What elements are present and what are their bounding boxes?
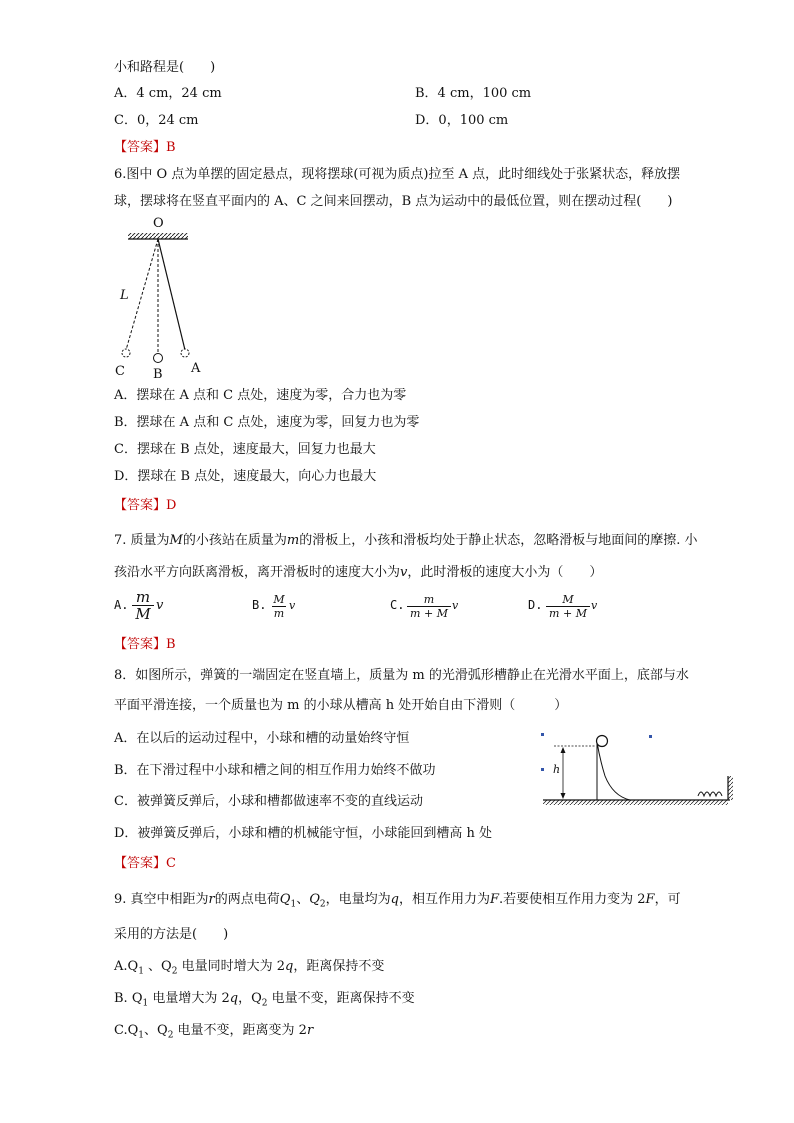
ground-hatch bbox=[543, 800, 728, 805]
ball bbox=[597, 736, 608, 747]
q5-stem-tail: 小和路程是( ) bbox=[114, 60, 216, 75]
fraction-d: M m + M bbox=[546, 594, 590, 619]
label-a: A bbox=[191, 361, 201, 376]
q8-option-c: C．被弹簧反弹后，小球和槽都做速率不变的直线运动 bbox=[114, 794, 423, 809]
marker-dot bbox=[541, 733, 544, 736]
q9-option-b: B. $Q_1$ 电量增大为 2q，$Q_2$ 电量不变，距离保持不变 bbox=[114, 991, 415, 1009]
groove bbox=[597, 742, 630, 800]
marker-dot bbox=[649, 735, 652, 738]
q7-stem-line1: 7. 质量为M的小孩站在质量为m的滑板上，小孩和滑板均处于静止状态，忽略滑板与地面间的摩擦. 小 bbox=[114, 533, 698, 548]
q7-stem-line2: 孩沿水平方向跃离滑板，离开滑板时的速度大小为v，此时滑板的速度大小为（ ） bbox=[114, 565, 603, 580]
bob-c bbox=[122, 349, 130, 357]
marker-dot bbox=[541, 768, 544, 771]
q5-answer: 【答案】B bbox=[114, 140, 176, 155]
q6-stem-line1: 6.图中 O 点为单摆的固定悬点，现将摆球(可视为质点)拉至 A 点，此时细线处于张紧状态，释放摆 bbox=[114, 167, 681, 182]
q8-answer: 【答案】C bbox=[114, 856, 176, 871]
fraction-a: m M bbox=[132, 590, 154, 621]
bob-b bbox=[154, 354, 163, 363]
q9-option-a: $A.Q_1$ 、$Q_2$ 电量同时增大为 2q，距离保持不变 bbox=[114, 959, 385, 977]
q8-option-b: B．在下滑过程中小球和槽之间的相互作用力始终不做功 bbox=[114, 763, 436, 778]
q9-stem-line1: 9. 真空中相距为r的两点电荷$Q_1$、$Q_2$，电量均为q，相互作用力为F.若要使相互作用力变为 2F，可 bbox=[114, 892, 681, 910]
fraction-b: M m bbox=[273, 593, 285, 620]
label-l: L bbox=[120, 288, 129, 303]
q5-option-d: D．0，100 cm bbox=[415, 113, 509, 128]
string-to-c bbox=[126, 239, 158, 350]
q8-stem-line2: 平面平滑连接，一个质量也为 m 的小球从槽高 h 处开始自由下滑则（ ） bbox=[114, 698, 568, 713]
q6-option-b: B．摆球在 A 点和 C 点处，速度为零，回复力也为零 bbox=[114, 415, 420, 430]
q5-option-a: A．4 cm，24 cm bbox=[114, 86, 222, 101]
q9-option-c: $C.Q_1$、$Q_2$ 电量不变，距离变为 2r bbox=[114, 1023, 314, 1041]
groove-spring-figure bbox=[535, 728, 740, 808]
q8-option-a: A．在以后的运动过程中，小球和槽的动量始终守恒 bbox=[114, 731, 410, 746]
q6-option-a: A．摆球在 A 点和 C 点处，速度为零，合力也为零 bbox=[114, 388, 407, 403]
q6-option-c: C．摆球在 B 点处，速度最大，回复力也最大 bbox=[114, 442, 376, 457]
q7-answer: 【答案】B bbox=[114, 637, 176, 652]
groove-spring-diagram bbox=[535, 728, 740, 808]
q5-option-c: C．0，24 cm bbox=[114, 113, 199, 128]
label-c: C bbox=[115, 364, 125, 379]
q8-option-d: D．被弹簧反弹后，小球和槽的机械能守恒，小球能回到槽高 h 处 bbox=[114, 826, 493, 841]
q6-stem-line2: 球，摆球将在竖直平面内的 A、C 之间来回摆动，B 点为运动中的最低位置，则在摆动过程( ) bbox=[114, 194, 673, 209]
ceiling-hatch bbox=[128, 233, 188, 239]
fraction-c: m m + M bbox=[407, 594, 451, 619]
q6-option-d: D．摆球在 B 点处，速度最大，向心力也最大 bbox=[114, 469, 377, 484]
q5-option-b: B．4 cm，100 cm bbox=[415, 86, 532, 101]
q8-stem-line1: 8．如图所示，弹簧的一端固定在竖直墙上，质量为 m 的光滑弧形槽静止在光滑水平面上，底部与水 bbox=[114, 668, 689, 683]
label-o: O bbox=[153, 216, 164, 231]
q9-stem-line2: 采用的方法是( ) bbox=[114, 927, 229, 942]
q6-answer: 【答案】D bbox=[114, 498, 177, 513]
bob-a bbox=[181, 349, 189, 357]
spring bbox=[698, 792, 722, 796]
label-h: h bbox=[553, 763, 561, 776]
string-to-a bbox=[158, 239, 185, 350]
pendulum-figure bbox=[112, 216, 222, 381]
wall-hatch bbox=[728, 776, 733, 800]
label-b: B bbox=[153, 367, 163, 382]
